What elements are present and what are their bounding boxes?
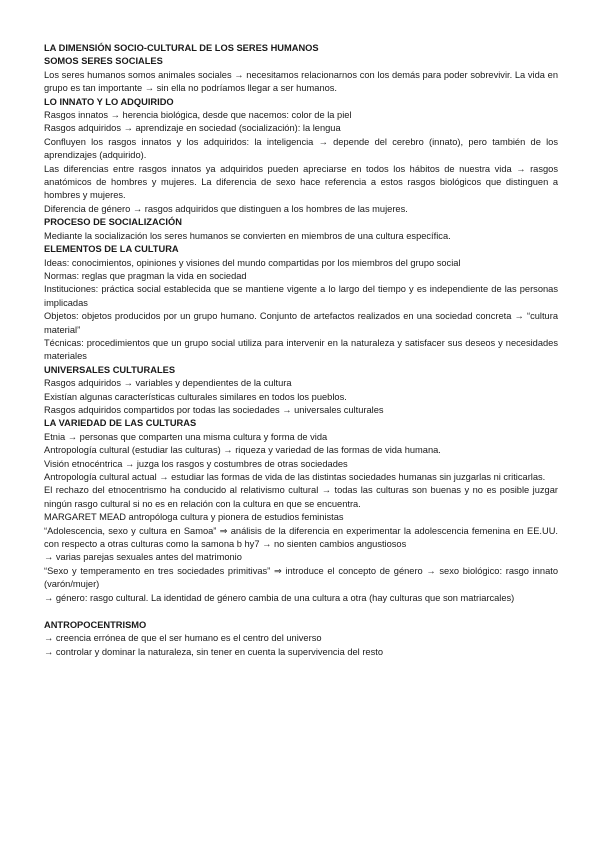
paragraph: Normas: reglas que pragman la vida en sociedad: [44, 270, 247, 281]
paragraph: Los seres humanos somos animales sociales → necesitamos relacionarnos con los demás para poder sobrevivir. La vida en grupo es tan importante → sin ella no podríamos llegar a ser humanos.: [44, 69, 558, 94]
paragraph: Instituciones: práctica social establecida que se mantiene vigente a lo largo del tiempo y es independiente de las personas implicadas: [44, 284, 558, 308]
paragraph: Objetos: objetos producidos por un grupo humano. Conjunto de artefactos realizados en una sociedad concreta → “cultura material”: [44, 311, 558, 335]
paragraph: Antropología cultural (estudiar las culturas) → riqueza y variedad de las formas de vida humana.: [44, 445, 441, 456]
paragraph: El rechazo del etnocentrismo ha conducido al relativismo cultural → todas las culturas son buenas y no es posible juzgar ningún rasgo cultural si no es en relación con la cultura en que se encuentra.: [44, 485, 558, 509]
paragraph: → controlar y dominar la naturaleza, sin tener en cuenta la supervivencia del resto: [44, 646, 384, 657]
heading-proceso-de-socializacion: PROCESO DE SOCIALIZACIÓN: [44, 217, 182, 228]
paragraph: Visión etnocéntrica → juzga los rasgos y costumbres de otras sociedades: [44, 458, 348, 469]
paragraph: → varias parejas sexuales antes del matrimonio: [44, 552, 242, 563]
paragraph: → género: rasgo cultural. La identidad de género cambia de una cultura a otra (hay culturas que son matriarcales): [44, 592, 515, 603]
paragraph: Técnicas: procedimientos que un grupo social utiliza para intervenir en la naturaleza y satisfacer sus deseos y necesidades materiales: [44, 337, 558, 362]
paragraph: Rasgos adquiridos → variables y dependientes de la cultura: [44, 378, 292, 389]
paragraph: “Sexo y temperamento en tres sociedades primitivas” ⇒ introduce el concepto de género → sexo biológico: rasgo innato (varón/mujer): [44, 565, 558, 590]
paragraph: → creencia errónea de que el ser humano es el centro del universo: [44, 633, 322, 644]
document-title: LA DIMENSIÓN SOCIO-CULTURAL DE LOS SERES HUMANOS: [44, 43, 319, 53]
paragraph: Rasgos adquiridos → aprendizaje en sociedad (socialización): la lengua: [44, 123, 341, 134]
paragraph: Las diferencias entre rasgos innatos ya adquiridos pueden apreciarse en todos los hábitos de nuestra vida → rasgos anatómicos de hombres y mujeres. La diferencia de sexo hace referencia a estos rasgos biológicos que distinguen a hombres y mujeres.: [44, 163, 558, 201]
paragraph: Ideas: conocimientos, opiniones y visiones del mundo compartidas por los miembros del grupo social: [44, 257, 461, 268]
paragraph: Rasgos adquiridos compartidos por todas las sociedades → universales culturales: [44, 404, 384, 415]
heading-la-variedad-de-las-culturas: LA VARIEDAD DE LAS CULTURAS: [44, 418, 197, 429]
paragraph: Existían algunas características culturales similares en todos los pueblos.: [44, 391, 347, 402]
paragraph: MARGARET MEAD antropóloga cultura y pionera de estudios feministas: [44, 512, 344, 523]
paragraph: “Adolescencia, sexo y cultura en Samoa” ⇒ análisis de la diferencia en experimentar la adolescencia femenina en EE.UU. con respecto a otras culturas como la samona b hy7 → no sienten cambios angustiosos: [44, 525, 558, 550]
paragraph: Etnia → personas que comparten una misma cultura y forma de vida: [44, 431, 328, 442]
heading-elementos-de-la-cultura: ELEMENTOS DE LA CULTURA: [44, 244, 179, 255]
spacer: [44, 605, 558, 619]
heading-lo-innato-y-lo-adquirido: LO INNATO Y LO ADQUIRIDO: [44, 96, 174, 107]
heading-universales-culturales: UNIVERSALES CULTURALES: [44, 364, 176, 375]
heading-antropocentrismo: ANTROPOCENTRISMO: [44, 620, 147, 631]
paragraph: Antropología cultural actual → estudiar las formas de vida de las distintas sociedades humanas sin juzgarlas ni criticarlas.: [44, 472, 546, 482]
paragraph: Confluyen los rasgos innatos y los adquiridos: la inteligencia → depende del cerebro (innato), pero también de los aprendizajes (adquirido).: [44, 136, 558, 161]
heading-somos-seres-sociales: SOMOS SERES SOCIALES: [44, 56, 163, 67]
paragraph: Mediante la socialización los seres humanos se convierten en miembros de una cultura específica.: [44, 230, 451, 241]
paragraph: Rasgos innatos → herencia biológica, desde que nacemos: color de la piel: [44, 110, 352, 121]
paragraph: Diferencia de género → rasgos adquiridos que distinguen a los hombres de las mujeres.: [44, 203, 408, 214]
